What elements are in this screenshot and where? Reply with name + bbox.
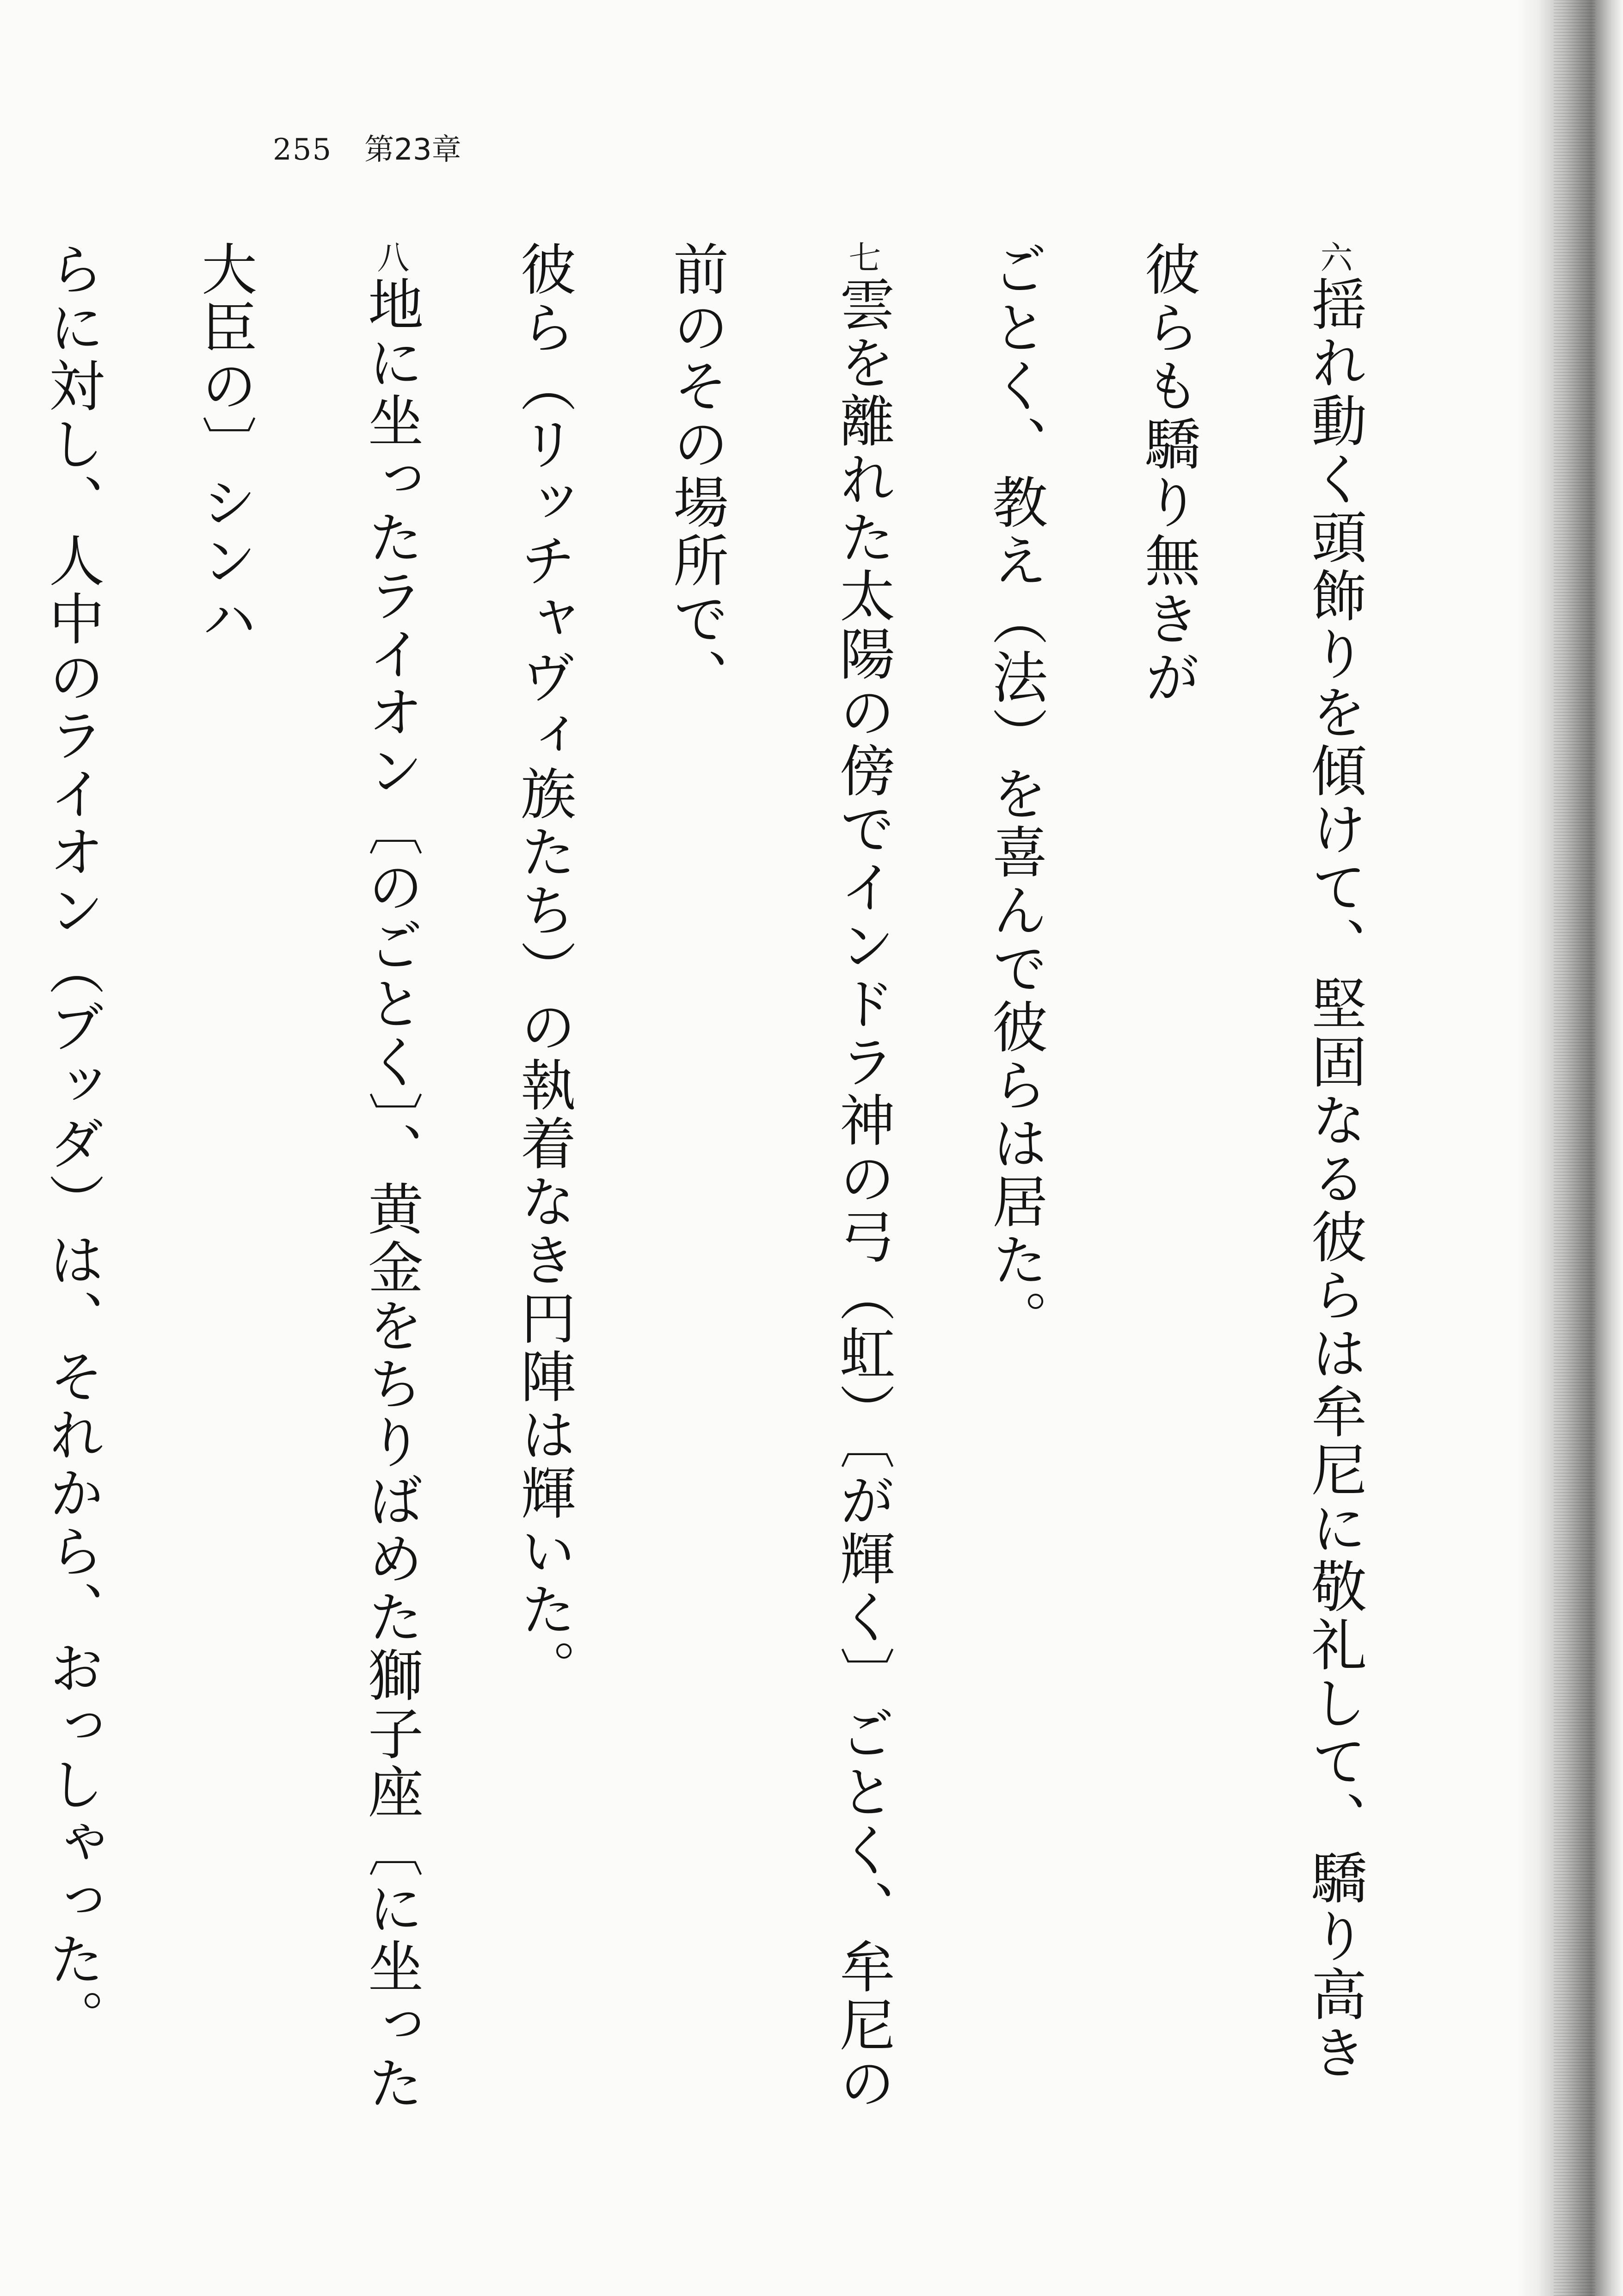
verse-line: 彼ら（リッチャヴィ族たち）の執着なき円陣は輝いた。 <box>511 241 576 1697</box>
verse-text: 地に坐ったライオン〔のごとく〕、黄金をちりばめた獅子座〔に坐った大臣の〕シンハ <box>192 241 423 2113</box>
binding-texture <box>1554 0 1595 2296</box>
page-number: 255 <box>273 133 332 167</box>
verse-text: 揺れ動く頭飾りを傾けて、堅固なる彼らは牟尼に敬礼して、驕り高き彼らも驕り無きが <box>1136 241 1366 2082</box>
verse <box>939 241 1410 2114</box>
body-text <box>0 241 1410 2114</box>
chapter-title: 第23章 <box>364 133 461 167</box>
verse-line <box>148 241 467 2114</box>
verse-number: 六 <box>1315 241 1353 276</box>
verse-line: ごとく、教え（法）を喜んで彼らは居た。 <box>983 241 1047 1348</box>
verse-line <box>1091 241 1410 2114</box>
verse <box>0 241 467 2114</box>
running-head <box>273 126 461 168</box>
verse-text: 雲を離れた太陽の傍でインドラ神の弓（虹）〔が輝く〕ごとく、牟尼の前のその場所で、 <box>664 241 895 2113</box>
verse-number: 七 <box>843 241 881 276</box>
verse-line <box>620 241 939 2114</box>
verse-number: 八 <box>372 241 410 276</box>
verse <box>467 241 939 2114</box>
verse-line: らに対し、人中のライオン（ブッダ）は、それから、おっしゃった。 <box>40 241 104 2047</box>
